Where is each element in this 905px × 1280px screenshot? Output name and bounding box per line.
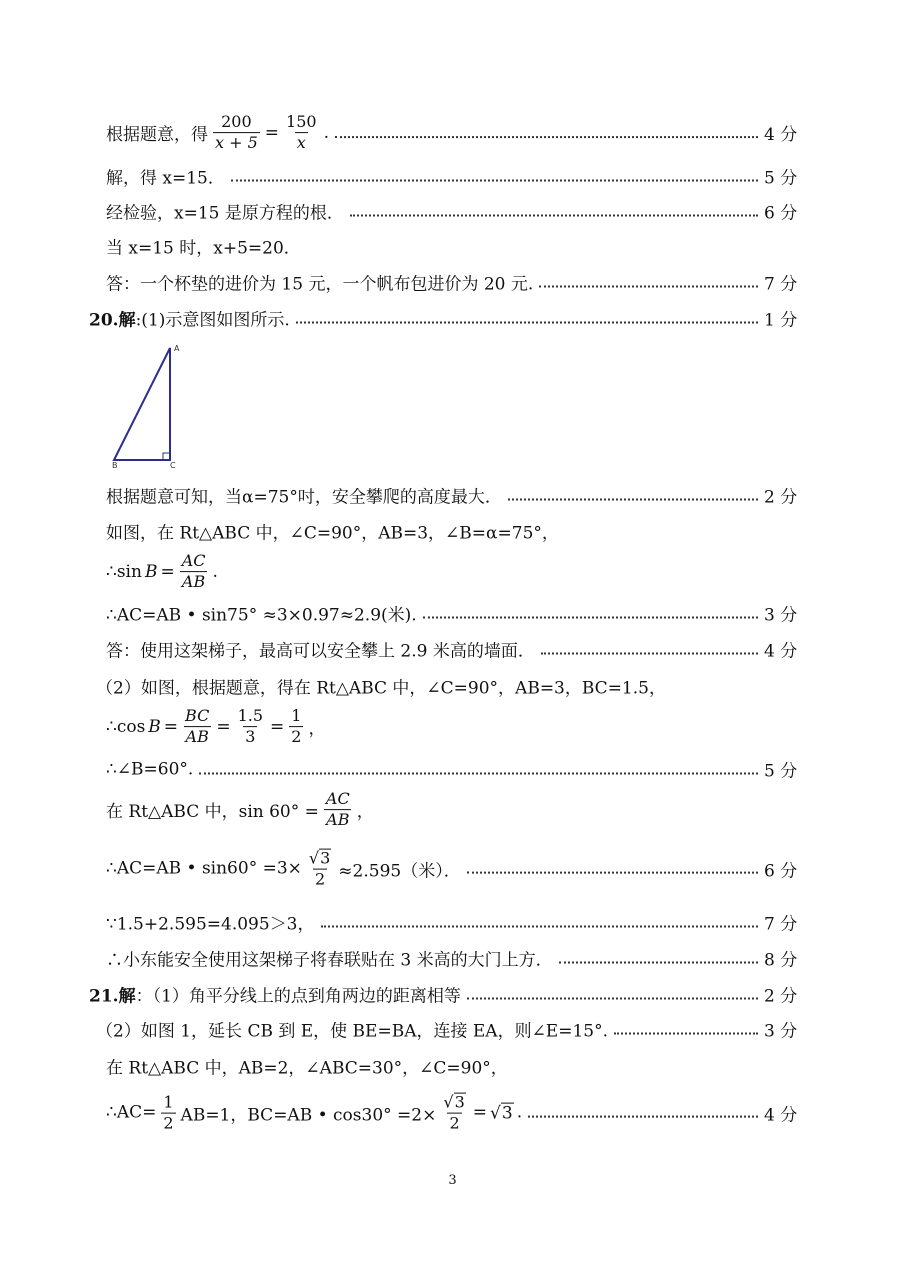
line-ac-75 xyxy=(0,601,905,626)
fraction-1-2 xyxy=(161,1093,175,1133)
dot-leader xyxy=(528,1114,758,1118)
text: 在 Rt△ABC 中，AB=2，∠ABC=30°，∠C=90°， xyxy=(106,1058,508,1079)
text: （2）如图 1，延长 CB 到 E，使 BE=BA，连接 EA，则∠E=15°. xyxy=(96,1021,608,1042)
fraction-ac-ab xyxy=(180,552,208,592)
text: 在 Rt△ABC 中，sin 60° = xyxy=(106,802,319,823)
text: 当 x=15 时，x+5=20． xyxy=(106,238,301,259)
question-number: 21.解 xyxy=(89,986,136,1007)
text: 解，得 x=15． xyxy=(106,168,225,189)
equals: = xyxy=(163,717,179,737)
denominator: x xyxy=(296,133,306,153)
score: 1 分 xyxy=(764,310,798,331)
denominator: 2 xyxy=(291,727,302,747)
equals: = xyxy=(264,123,280,143)
denominator: 2 xyxy=(315,870,326,889)
score: 4 分 xyxy=(764,125,798,146)
dot-leader xyxy=(539,283,758,287)
fraction-bc-ab xyxy=(183,707,211,747)
fraction-200 xyxy=(213,113,260,153)
denominator: AB xyxy=(181,572,206,592)
text: ∴cos xyxy=(106,717,146,737)
line-check xyxy=(0,199,905,224)
period: . xyxy=(516,1103,523,1123)
equals: = xyxy=(160,562,175,582)
denominator: 3 xyxy=(245,727,256,747)
dot-leader xyxy=(467,995,758,999)
denominator: x + 5 xyxy=(215,133,258,153)
line-solve xyxy=(0,164,905,189)
score: 2 分 xyxy=(764,487,798,508)
line-cos-b xyxy=(0,707,905,747)
equals: = xyxy=(472,1103,488,1123)
equals: = xyxy=(216,717,231,737)
score: 4 分 xyxy=(764,1105,798,1126)
denominator: 2 xyxy=(449,1114,460,1133)
comma: ， xyxy=(356,802,374,823)
variable: B xyxy=(148,717,161,737)
text: :(1)示意图如图所示. xyxy=(135,310,290,331)
page-number: 3 xyxy=(448,1173,457,1188)
score: 8 分 xyxy=(764,950,798,971)
comma: ， xyxy=(308,719,326,740)
score: 6 分 xyxy=(764,203,798,224)
text: ∴AC= xyxy=(106,1103,157,1123)
radicand: 3 xyxy=(501,1103,513,1124)
denominator: AB xyxy=(326,810,350,830)
text: （2）如图，根据题意，得在 Rt△ABC 中，∠C=90°，AB=3，BC=1.5， xyxy=(96,678,666,699)
line-part-2 xyxy=(0,674,905,699)
numerator: 1.5 xyxy=(237,706,264,726)
dot-leader xyxy=(199,770,758,774)
dot-leader xyxy=(559,959,758,963)
line-b-60 xyxy=(0,757,905,782)
text: ∴小东能安全使用这架梯子将春联贴在 3 米高的大门上方． xyxy=(106,950,553,971)
numerator: BC xyxy=(185,706,210,726)
line-21-part-2 xyxy=(0,1017,905,1042)
vertex-label-b: B xyxy=(112,461,118,470)
score: 7 分 xyxy=(764,274,798,295)
line-when xyxy=(0,234,905,259)
period: . xyxy=(323,123,329,143)
line-equation-setup xyxy=(0,113,905,153)
vertex-label-a: A xyxy=(174,344,180,353)
dot-leader xyxy=(321,923,759,927)
numerator: 1 xyxy=(163,1092,174,1112)
denominator: 2 xyxy=(163,1113,174,1133)
dot-leader xyxy=(350,212,758,216)
fraction-150 xyxy=(284,113,319,153)
text: ∴AC=AB • sin75° ≈3×0.97≈2.9(米). xyxy=(106,605,417,626)
fraction-1.5-3 xyxy=(236,707,265,747)
sqrt: √ 3 xyxy=(308,848,331,868)
line-ac-60 xyxy=(0,849,905,890)
dot-leader xyxy=(296,319,758,323)
score: 3 分 xyxy=(764,1021,798,1042)
line-conclusion-20 xyxy=(0,946,905,971)
line-21-given xyxy=(0,1054,905,1079)
fraction-ac-ab xyxy=(324,790,352,830)
score: 5 分 xyxy=(764,761,798,782)
text: 答：使用这架梯子，最高可以安全攀上 2.9 米高的墙面． xyxy=(106,641,535,662)
line-answer-20-1 xyxy=(0,637,905,662)
score: 4 分 xyxy=(764,641,798,662)
question-21-heading xyxy=(0,982,905,1007)
sqrt: √ 3 xyxy=(490,1103,513,1124)
text: ∵1.5+2.595=4.095＞3， xyxy=(106,914,315,935)
dot-leader xyxy=(335,134,758,138)
numerator: 1 xyxy=(291,706,302,726)
line-sin-b xyxy=(0,552,905,592)
dot-leader xyxy=(423,614,758,618)
text: 根据题意，得 xyxy=(106,125,208,146)
question-number: 20.解 xyxy=(89,310,136,331)
line-compare xyxy=(0,910,905,935)
dot-leader xyxy=(467,870,758,874)
text: 经检验，x=15 是原方程的根． xyxy=(106,203,344,224)
dot-leader xyxy=(508,496,758,500)
text: AB=1，BC=AB • cos30° =2× xyxy=(180,1105,437,1126)
text: 如图，在 Rt△ABC 中，∠C=90°，AB=3，∠B=α=75°， xyxy=(106,523,559,544)
line-max-height xyxy=(0,483,905,508)
fraction-1-2 xyxy=(289,707,303,747)
right-angle-mark xyxy=(163,453,170,460)
fraction-sqrt3-2 xyxy=(307,849,333,890)
line-sin-60 xyxy=(0,790,905,830)
text: ∴sin xyxy=(106,562,142,582)
radicand: 3 xyxy=(320,848,331,868)
question-20-heading xyxy=(0,306,905,331)
denominator: AB xyxy=(185,727,209,747)
radicand: 3 xyxy=(454,1092,465,1112)
text: ∴AC=AB • sin60° =3× xyxy=(106,859,302,879)
equals: = xyxy=(270,717,285,737)
line-given-75 xyxy=(0,519,905,544)
numerator: AC xyxy=(181,551,206,571)
dot-leader xyxy=(541,650,758,654)
text: ≈2.595（米）． xyxy=(338,861,461,882)
vertex-label-c: C xyxy=(170,461,176,470)
numerator: 200 xyxy=(221,112,252,132)
score: 6 分 xyxy=(764,861,798,882)
dot-leader xyxy=(614,1030,758,1034)
text: 答：一个杯垫的进价为 15 元，一个帆布包进价为 20 元. xyxy=(106,274,534,295)
text: 根据题意可知，当α=75°吋，安全攀爬的高度最大． xyxy=(106,487,502,508)
numerator: AC xyxy=(325,789,350,809)
line-21-ac-bc xyxy=(0,1093,905,1134)
score: 5 分 xyxy=(764,168,798,189)
score: 7 分 xyxy=(764,914,798,935)
numerator: 150 xyxy=(286,112,317,132)
sqrt: √ 3 xyxy=(443,1092,465,1112)
fraction-sqrt3-2 xyxy=(441,1093,467,1134)
period: . xyxy=(212,562,218,582)
triangle-shape xyxy=(114,348,170,460)
dot-leader xyxy=(231,177,758,181)
text: ∴∠B=60°. xyxy=(106,759,194,779)
text: ：（1）角平分线上的点到角两边的距离相等 xyxy=(135,986,461,1007)
score: 2 分 xyxy=(764,986,798,1007)
right-triangle-diagram xyxy=(100,338,190,470)
variable: B xyxy=(144,562,158,582)
score: 3 分 xyxy=(764,605,798,626)
line-answer-19 xyxy=(0,270,905,295)
